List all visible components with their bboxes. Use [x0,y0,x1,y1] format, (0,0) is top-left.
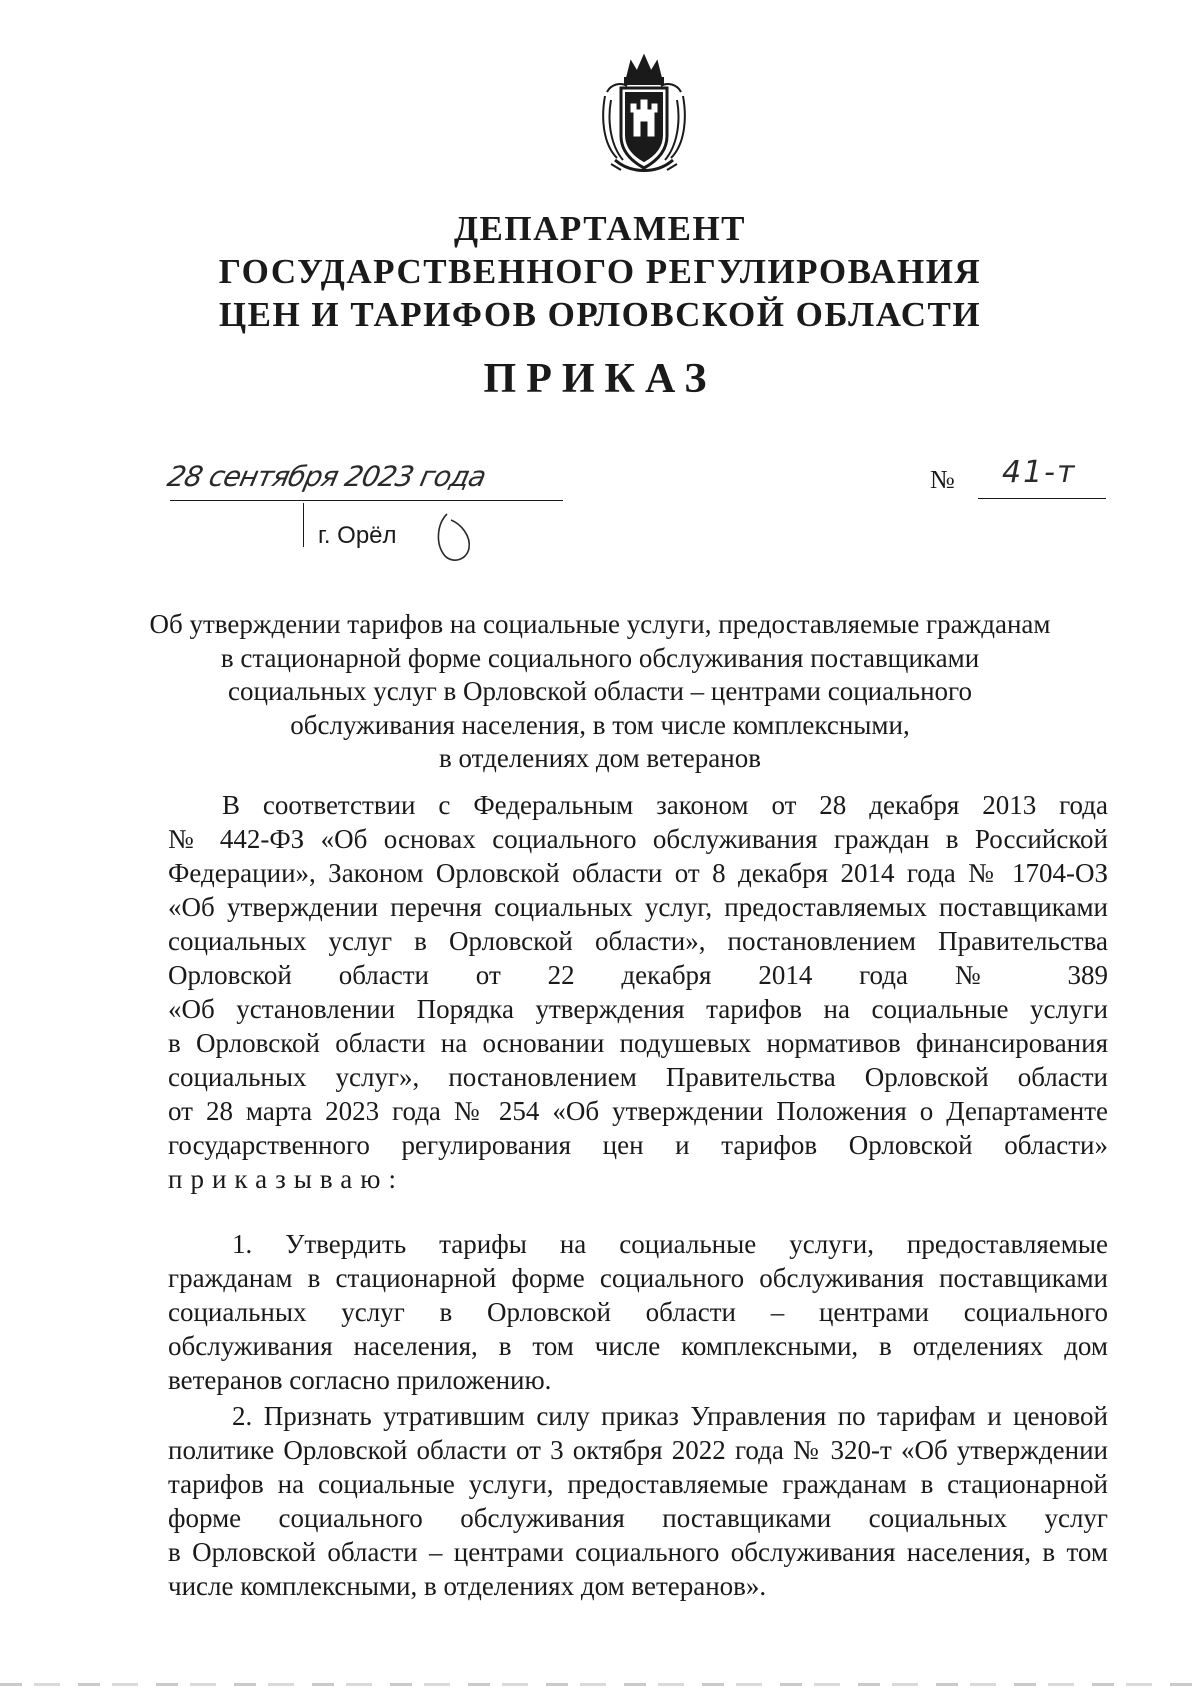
city-tick-mark [303,503,305,547]
item-2-line: политике Орловской области от 3 октября 2022 года № 320-т «Об утверждении [168,1435,1108,1465]
preamble-line: социальных услуг», постановлением Правительства Орловской области [168,1062,1108,1092]
coat-of-arms-emblem [597,48,691,176]
date-underline [170,500,563,501]
subject-line: обслуживания населения, в том числе комплексными, [290,709,910,740]
preamble-line: в Орловской области на основании подушевых нормативов финансирования [168,1028,1108,1058]
item-1-line: 1. Утвердить тарифы на социальные услуги, предоставляемые [232,1229,1108,1259]
item-2-line: тарифов на социальные услуги, предоставляемые гражданам в стационарной [168,1469,1108,1499]
number-label: № [930,465,955,494]
number-underline [978,498,1106,499]
subject-line: социальных услуг в Орловской области – центрами социального [228,676,972,706]
preamble-line: от 28 марта 2023 года № 254 «Об утверждении Положения о Департаменте [168,1096,1108,1126]
order-verb: приказываю: [168,1164,404,1194]
item-2-line: числе комплексными, в отделениях дом ветеранов». [168,1571,767,1601]
item-2-line: форме социального обслуживания поставщиками социальных услуг [168,1503,1108,1533]
subject-line: Об утверждении тарифов на социальные услуги, предоставляемые гражданам [149,609,1051,639]
preamble-line: В соответствии с Федеральным законом от 28 декабря 2013 года [222,790,1108,820]
scan-edge-artifact [0,1683,1200,1686]
subject-line: в отделениях дом ветеранов [439,743,761,773]
item-2-line: в Орловской области – центрами социального обслуживания населения, в том [168,1537,1108,1567]
preamble-line: государственного регулирования цен и тарифов Орловской области» [168,1130,1108,1160]
preamble-line: Федерации», Законом Орловской области от 8 декабря 2014 года № 1704-ОЗ [168,858,1108,888]
department-line-3: ЦЕН И ТАРИФОВ ОРЛОВСКОЙ ОБЛАСТИ [218,295,982,334]
department-line-2: ГОСУДАРСТВЕННОГО РЕГУЛИРОВАНИЯ [218,252,982,291]
handwritten-date: 28 сентября 2023 года [164,460,489,493]
preamble-line: «Об утверждении перечня социальных услуг, предоставляемых поставщиками [168,892,1108,922]
item-1-line: обслуживания населения, в том числе комплексными, в отделениях дом [168,1331,1108,1361]
item-1-line: гражданам в стационарной форме социального обслуживания поставщиками [168,1263,1108,1293]
department-name [0,207,1200,336]
city-label: г. Орёл [318,522,397,549]
order-subject [0,608,1200,776]
department-line-1: ДЕПАРТАМЕНТ [453,209,747,248]
item-1-line: ветеранов согласно приложению. [168,1365,552,1395]
item-1-line: социальных услуг в Орловской области – центрами социального [168,1297,1108,1327]
document-type-title: ПРИКАЗ [483,356,717,402]
preamble-line: «Об установлении Порядка утверждения тарифов на социальные услуги [168,994,1108,1024]
subject-line: в стационарной форме социального обслуживания поставщиками [220,642,980,673]
handwritten-number: 41-т [1002,455,1077,490]
preamble-line: № 442-ФЗ «Об основах социального обслуживания граждан в Российской [168,824,1108,854]
preamble-line: социальных услуг в Орловской области», постановлением Правительства [168,926,1108,956]
preamble-line: Орловской области от 22 декабря 2014 года № 389 [168,960,1108,990]
handwritten-loop-mark [433,510,473,564]
item-2-line: 2. Признать утратившим силу приказ Управления по тарифам и ценовой [232,1401,1108,1431]
